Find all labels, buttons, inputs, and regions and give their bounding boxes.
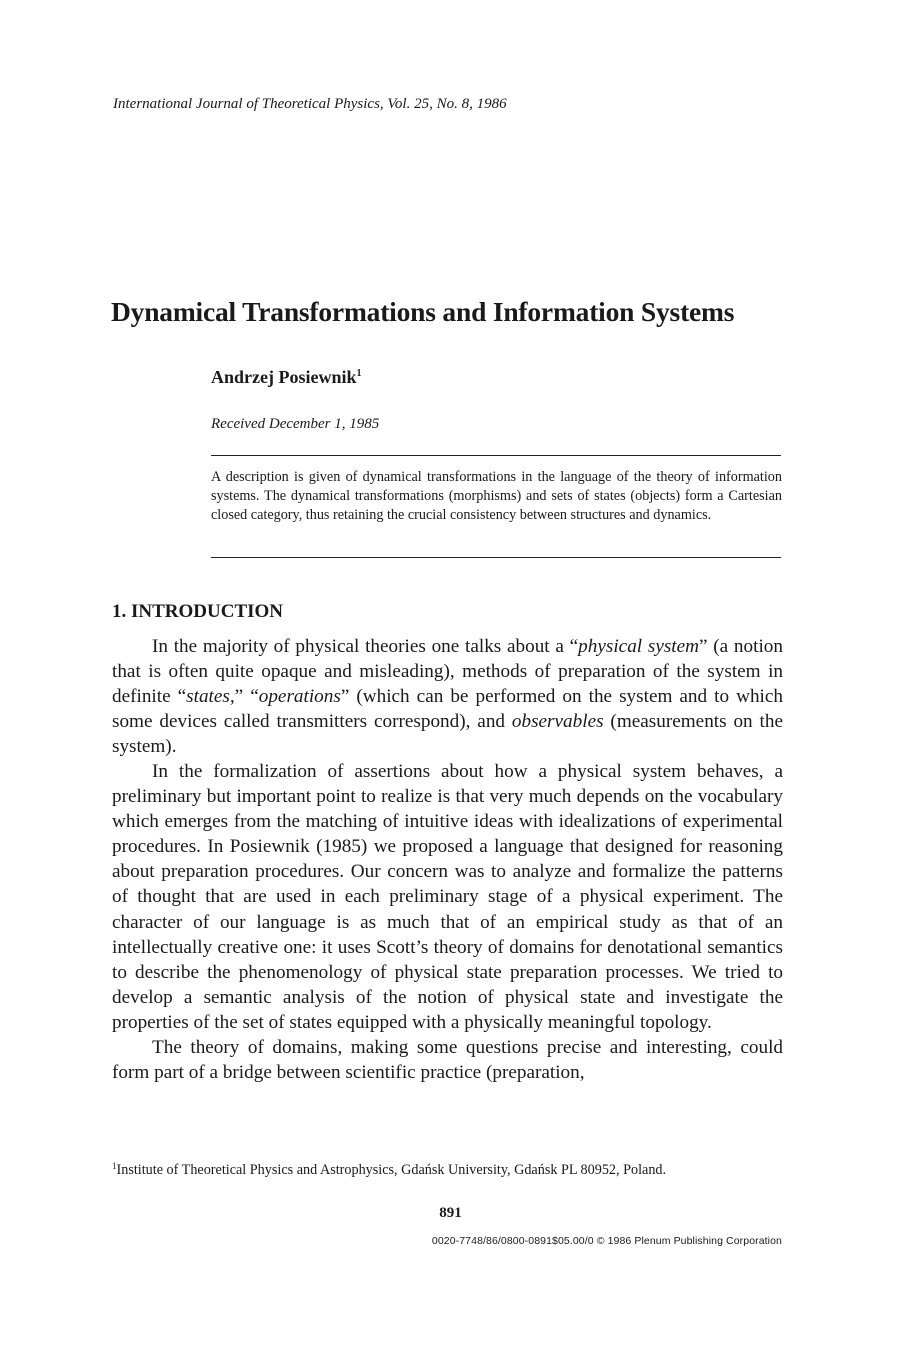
received-date: Received December 1, 1985 [211, 416, 380, 432]
author-name: Andrzej Posiewnik [211, 367, 357, 387]
footnote-text [112, 1157, 783, 1181]
paragraph-3: The theory of domains, making some questions precise and interesting, could form part of a bridge between scientific practice (preparation, [112, 1036, 783, 1083]
footnote-body: Institute of Theoretical Physics and Astrophysics, Gdańsk University, Gdańsk PL 80952, Poland. [116, 1162, 667, 1178]
footnote-mark: 1 [112, 1161, 117, 1171]
p1-emphasis-physical-system: physical system [578, 636, 700, 657]
p1-text-g: ” (which can be performed on the system and to which some devices called transmitters correspond), and [112, 686, 783, 733]
abstract [211, 468, 782, 525]
author-footnote-mark: 1 [356, 368, 362, 379]
p1-text-a: In the majority of physical theories one talks about a “ [152, 636, 579, 657]
page-number: 891 [439, 1205, 462, 1221]
footnote [112, 1157, 783, 1181]
p1-text-c: ” (a notion that is often quite opaque and misleading), methods of preparation of the system in definite “ [112, 636, 783, 708]
article-title: Dynamical Transformations and Information Systems [111, 296, 735, 327]
section-heading: 1. INTRODUCTION [112, 601, 284, 622]
p1-emphasis-operations: operations [258, 686, 341, 708]
p1-text-i: (measurements on the system). [112, 711, 783, 758]
paragraph-2: In the formalization of assertions about how a physical system behaves, a preliminary but important point to realize is that very much depends on the vocabulary which emerges from the matching of intuitive ideas with idealizations of experimental procedures. In Posiewnik (1985) we proposed a language that designed for reasoning about preparation procedures. Our concern was to analyze and formalize the patterns of thought that are used in each preliminary stage of a physical experiment. The character of our language is as much that of an empirical study as that of an intellectually creative one: it uses Scott’s theory of domains for denotational semantics to describe the phenomenology of physical state preparation processes. We tried to develop a semantic analysis of the notion of physical state and investigate the properties of the set of states equipped with a physically meaningful topology. [112, 761, 783, 1033]
p1-text-e: ” “ [234, 686, 259, 708]
paragraph-1 [112, 634, 783, 759]
abstract-bottom-rule [211, 557, 781, 558]
body-text [112, 634, 783, 1085]
author-line [211, 367, 362, 388]
abstract-top-rule [211, 455, 781, 456]
journal-citation: International Journal of Theoretical Physics, Vol. 25, No. 8, 1986 [113, 96, 507, 112]
p1-emphasis-observables: observables [511, 711, 604, 733]
abstract-text: A description is given of dynamical transformations in the language of the theory of information systems. The dynamical transformations (morphisms) and sets of states (objects) form a Cartesian closed category, thus retaining the crucial consistency between structures and dynamics. [211, 469, 782, 523]
copyright-line: 0020-7748/86/0800-0891$05.00/0 © 1986 Plenum Publishing Corporation [431, 1235, 782, 1247]
p1-emphasis-states: states, [186, 686, 235, 708]
